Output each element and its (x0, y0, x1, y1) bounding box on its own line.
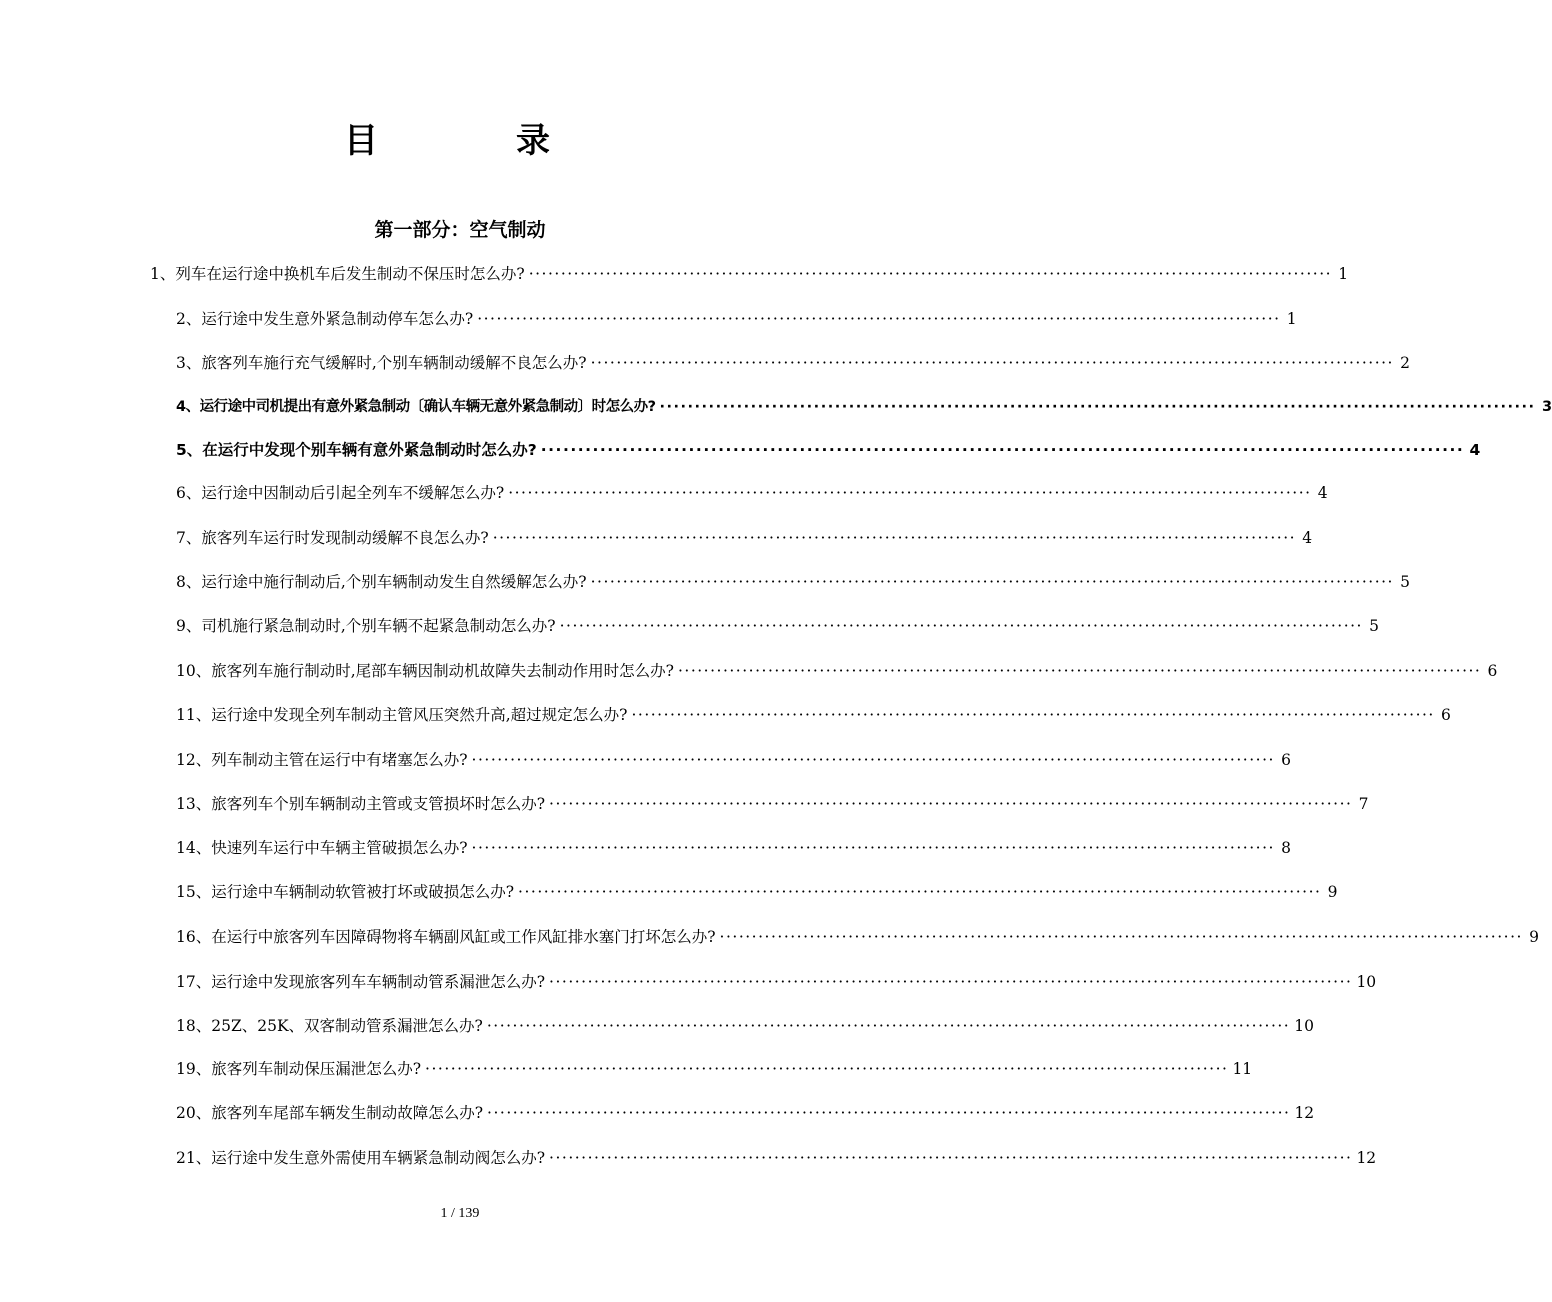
toc-entry-label: 3、旅客列车施行充气缓解时,个别车辆制动缓解不良怎么办? (176, 354, 587, 372)
toc-leader-dots (477, 307, 1280, 331)
toc-leader-dots (549, 1146, 1352, 1170)
toc-entry[interactable] (176, 526, 1313, 550)
toc-leader-dots (508, 481, 1311, 505)
toc-entry-page: 12 (1294, 1104, 1315, 1122)
toc-entry[interactable] (176, 570, 1410, 594)
toc-leader-dots (660, 395, 1536, 419)
toc-leader-dots (720, 925, 1523, 949)
toc-entry-page: 5 (1369, 617, 1379, 635)
toc-entry-label: 1、列车在运行途中换机车后发生制动不保压时怎么办? (150, 265, 525, 283)
toc-entry[interactable] (176, 970, 1377, 994)
toc-entry-label: 9、司机施行紧急制动时,个别车辆不起紧急制动怎么办? (176, 617, 556, 635)
toc-entry-page: 1 (1338, 265, 1349, 283)
toc-leader-dots (591, 351, 1394, 375)
toc-leader-dots (487, 1014, 1290, 1038)
toc-entry-page: 5 (1400, 573, 1410, 591)
toc-entry[interactable] (176, 1014, 1314, 1038)
toc-entry-label: 13、旅客列车个别车辆制动主管或支管损坏时怎么办? (176, 795, 546, 813)
toc-entry-label: 4、运行途中司机提出有意外紧急制动〔确认车辆无意外紧急制动〕时怎么办? (176, 399, 656, 415)
document-title: 目 录 (344, 121, 602, 161)
toc-entry-page: 10 (1356, 973, 1377, 991)
toc-entry-label: 11、运行途中发现全列车制动主管风压突然升高,超过规定怎么办? (176, 706, 628, 724)
toc-leader-dots (560, 614, 1363, 638)
toc-entry[interactable] (176, 395, 1552, 419)
toc-entry[interactable] (176, 836, 1291, 860)
toc-entry-label: 7、旅客列车运行时发现制动缓解不良怎么办? (176, 529, 489, 547)
toc-leader-dots (591, 570, 1394, 594)
toc-entry-label: 20、旅客列车尾部车辆发生制动故障怎么办? (176, 1104, 484, 1122)
toc-entry-page: 4 (1302, 529, 1313, 547)
toc-leader-dots (631, 703, 1434, 727)
toc-entry-page: 12 (1356, 1149, 1377, 1167)
toc-entry-page: 2 (1400, 354, 1410, 372)
toc-entry[interactable] (176, 1146, 1377, 1170)
toc-entry[interactable] (150, 262, 1349, 286)
toc-entry-label: 5、在运行中发现个别车辆有意外紧急制动时怎么办? (176, 441, 537, 459)
toc-entry-page: 11 (1232, 1060, 1253, 1078)
toc-entry-label: 15、运行途中车辆制动软管被打坏或破损怎么办? (176, 883, 515, 901)
toc-leader-dots (487, 1101, 1290, 1125)
toc-entry-label: 10、旅客列车施行制动时,尾部车辆因制动机故障失去制动作用时怎么办? (176, 662, 674, 680)
toc-leader-dots (541, 438, 1465, 462)
toc-entry[interactable] (176, 351, 1410, 375)
toc-entry-page: 7 (1358, 795, 1369, 813)
toc-leader-dots (493, 526, 1296, 550)
toc-entry-page: 6 (1281, 751, 1291, 769)
toc-entry-label: 19、旅客列车制动保压漏泄怎么办? (176, 1060, 422, 1078)
toc-leader-dots (472, 748, 1275, 772)
toc-entry-label: 14、快速列车运行中车辆主管破损怎么办? (176, 839, 468, 857)
toc-entry[interactable] (176, 438, 1481, 462)
toc-entry-page: 9 (1529, 928, 1539, 946)
toc-entry-page: 1 (1286, 310, 1297, 328)
toc-entry[interactable] (176, 792, 1369, 816)
toc-entry[interactable] (176, 481, 1328, 505)
toc-entry-label: 8、运行途中施行制动后,个别车辆制动发生自然缓解怎么办? (176, 573, 587, 591)
toc-entry-page: 9 (1327, 883, 1338, 901)
toc-entry-page: 6 (1440, 706, 1451, 724)
toc-entry[interactable] (176, 659, 1498, 683)
page-number-footer: 1 / 139 (440, 1206, 480, 1221)
toc-leader-dots (549, 792, 1352, 816)
toc-entry[interactable] (176, 1101, 1315, 1125)
toc-entry-page: 6 (1487, 662, 1498, 680)
toc-leader-dots (549, 970, 1352, 994)
toc-leader-dots (425, 1057, 1228, 1081)
toc-entry-label: 18、25Z、25K、双客制动管系漏泄怎么办? (176, 1017, 483, 1035)
toc-entry-page: 4 (1469, 441, 1481, 459)
section-heading: 第一部分：空气制动 (374, 219, 546, 241)
toc-entry[interactable] (176, 925, 1539, 949)
toc-entry-label: 6、运行途中因制动后引起全列车不缓解怎么办? (176, 484, 505, 502)
toc-entry-page: 4 (1317, 484, 1328, 502)
toc-entry[interactable] (176, 307, 1297, 331)
toc-entry-page: 3 (1541, 399, 1552, 415)
toc-entry[interactable] (176, 1057, 1253, 1081)
toc-entry-label: 12、列车制动主管在运行中有堵塞怎么办? (176, 751, 468, 769)
toc-entry-page: 8 (1281, 839, 1291, 857)
toc-entry[interactable] (176, 703, 1451, 727)
toc-entry-label: 2、运行途中发生意外紧急制动停车怎么办? (176, 310, 474, 328)
toc-entry[interactable] (176, 748, 1291, 772)
toc-leader-dots (518, 880, 1321, 904)
toc-entry[interactable] (176, 614, 1379, 638)
toc-entry-label: 16、在运行中旅客列车因障碍物将车辆副风缸或工作风缸排水塞门打坏怎么办? (176, 928, 716, 946)
toc-entry[interactable] (176, 880, 1338, 904)
toc-leader-dots (472, 836, 1275, 860)
toc-leader-dots (678, 659, 1481, 683)
toc-entry-label: 21、运行途中发生意外需使用车辆紧急制动阀怎么办? (176, 1149, 546, 1167)
toc-entry-page: 10 (1294, 1017, 1314, 1035)
toc-leader-dots (529, 262, 1332, 286)
toc-entry-label: 17、运行途中发现旅客列车车辆制动管系漏泄怎么办? (176, 973, 546, 991)
